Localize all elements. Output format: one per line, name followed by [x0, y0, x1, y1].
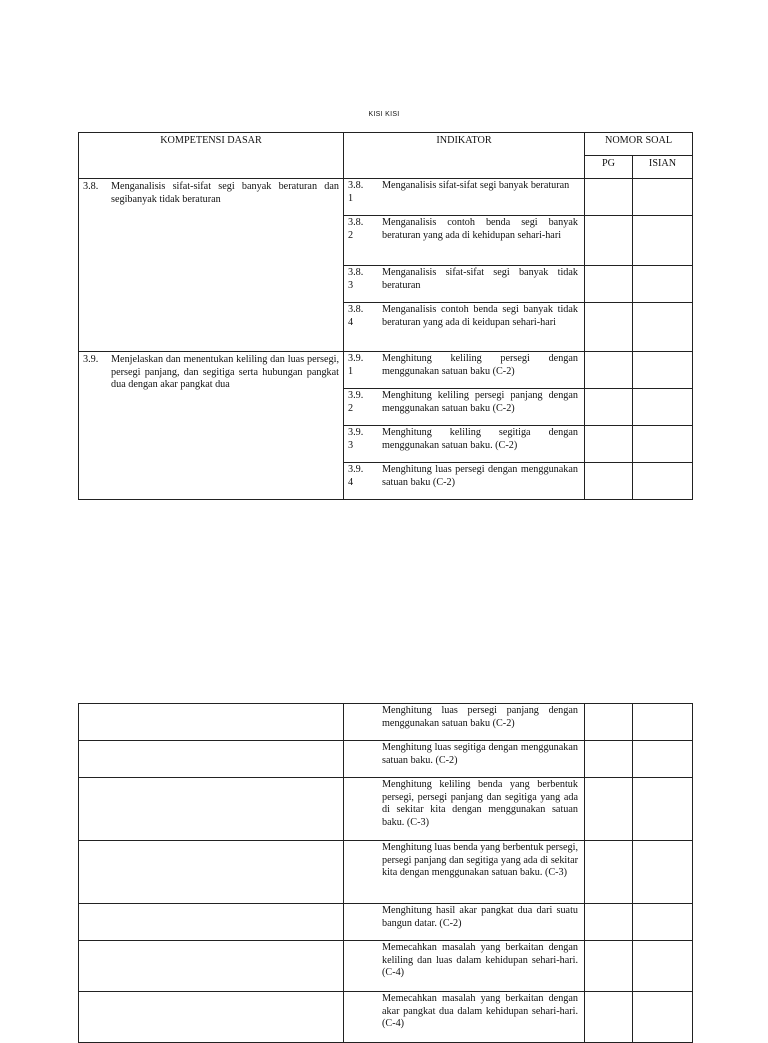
header-indikator: INDIKATOR	[344, 133, 585, 179]
indicator-number: 3.9. 4	[348, 464, 364, 488]
indicator-number: 3.8. 1	[348, 180, 364, 204]
pg-cell	[585, 179, 633, 216]
pg-cell	[585, 778, 633, 841]
indicator-number: 3.9. 1	[348, 353, 364, 377]
indicator-cell	[344, 389, 585, 426]
indicator-number: 3.8. 3	[348, 267, 364, 291]
kd-number: 3.8.	[83, 181, 99, 192]
table-row	[79, 941, 693, 992]
isian-cell	[633, 389, 693, 426]
pg-cell	[585, 216, 633, 266]
table-row	[79, 992, 693, 1043]
pg-cell	[585, 303, 633, 352]
indicator-number: 3.8. 2	[348, 217, 364, 241]
kd-number: 3.9.	[83, 354, 99, 365]
indicator-text: Memecahkan masalah yang berkaitan dengan akar pangkat dua dalam kehidupan sehari-hari. (C-4)	[382, 993, 578, 1029]
kd-text: Menganalisis sifat-sifat segi banyak beraturan dan segibanyak tidak beraturan	[111, 181, 339, 205]
table-row	[79, 841, 693, 904]
header-pg: PG	[585, 156, 633, 179]
isian-cell	[633, 941, 693, 992]
indicator-cell	[344, 352, 585, 389]
indicator-cell	[344, 992, 585, 1043]
kd-cell	[79, 941, 344, 992]
pg-cell	[585, 704, 633, 741]
isian-cell	[633, 992, 693, 1043]
indicator-cell	[344, 904, 585, 941]
header-nomor-soal: NOMOR SOAL	[585, 133, 693, 156]
indicator-number: 3.9. 3	[348, 427, 364, 451]
indicator-number: 3.9. 2	[348, 390, 364, 414]
pg-cell	[585, 426, 633, 463]
pg-cell	[585, 741, 633, 778]
indicator-cell	[344, 303, 585, 352]
indicator-cell	[344, 266, 585, 303]
indicator-number: 3.8. 4	[348, 304, 364, 328]
indicator-text: Memecahkan masalah yang berkaitan dengan keliling dan luas dalam kehidupan sehari-hari. (C-4)	[382, 942, 578, 978]
table-row	[79, 778, 693, 841]
isian-cell	[633, 352, 693, 389]
kd-cell	[79, 841, 344, 904]
kd-cell	[79, 352, 344, 500]
kd-text: Menjelaskan dan menentukan keliling dan luas persegi, persegi panjang, dan segitiga serta hubungan pangkat dua dengan akar pangkat dua	[111, 354, 339, 390]
indicator-cell	[344, 179, 585, 216]
indicator-text: Menghitung luas persegi panjang dengan menggunakan satuan baku (C-2)	[382, 705, 578, 729]
table-row	[79, 179, 693, 216]
pg-cell	[585, 352, 633, 389]
isian-cell	[633, 778, 693, 841]
indicator-cell	[344, 463, 585, 500]
pg-cell	[585, 841, 633, 904]
kd-cell	[79, 179, 344, 352]
indicator-text: Menghitung hasil akar pangkat dua dari suatu bangun datar. (C-2)	[382, 905, 578, 929]
kisi-kisi-table	[78, 132, 693, 500]
pg-cell	[585, 904, 633, 941]
kd-cell	[79, 704, 344, 741]
kd-cell	[79, 904, 344, 941]
indicator-text: Menghitung luas persegi dengan menggunakan satuan baku (C-2)	[382, 464, 578, 488]
isian-cell	[633, 179, 693, 216]
indicator-text: Menganalisis sifat-sifat segi banyak beraturan	[382, 180, 570, 191]
isian-cell	[633, 741, 693, 778]
indicator-cell	[344, 841, 585, 904]
indicator-text: Menganalisis sifat-sifat segi banyak tidak beraturan	[382, 267, 578, 291]
indicator-text: Menghitung keliling segitiga dengan menggunakan satuan baku. (C-2)	[382, 427, 578, 451]
table-row	[79, 741, 693, 778]
table-row	[79, 352, 693, 389]
pg-cell	[585, 992, 633, 1043]
indicator-text: Menghitung luas segitiga dengan menggunakan satuan baku. (C-2)	[382, 742, 578, 766]
pg-cell	[585, 266, 633, 303]
isian-cell	[633, 266, 693, 303]
isian-cell	[633, 303, 693, 352]
document-title: KISI KISI	[368, 111, 400, 118]
indicator-text: Menghitung keliling benda yang berbentuk persegi, persegi panjang dan segitiga yang ada di sekitar kita dengan menggunakan satuan baku. (C-3)	[382, 779, 578, 828]
indicator-text: Menghitung keliling persegi panjang dengan menggunakan satuan baku (C-2)	[382, 390, 578, 414]
kisi-kisi-table-continued	[78, 703, 693, 1043]
isian-cell	[633, 463, 693, 500]
indicator-text: Menganalisis contoh benda segi banyak tidak beraturan yang ada di keidupan sehari-hari	[382, 304, 578, 328]
table-row	[79, 904, 693, 941]
pg-cell	[585, 463, 633, 500]
indicator-cell	[344, 941, 585, 992]
isian-cell	[633, 216, 693, 266]
pg-cell	[585, 389, 633, 426]
header-isian: ISIAN	[633, 156, 693, 179]
table-row	[79, 704, 693, 741]
isian-cell	[633, 904, 693, 941]
isian-cell	[633, 841, 693, 904]
indicator-text: Menganalisis contoh benda segi banyak beraturan yang ada di kehidupan sehari-hari	[382, 217, 578, 241]
kd-cell	[79, 741, 344, 778]
isian-cell	[633, 426, 693, 463]
kd-cell	[79, 992, 344, 1043]
indicator-cell	[344, 704, 585, 741]
pg-cell	[585, 941, 633, 992]
indicator-cell	[344, 426, 585, 463]
indicator-text: Menghitung luas benda yang berbentuk persegi, persegi panjang dan segitiga yang ada di sekitar kita dengan menggunakan satuan baku. (C-3)	[382, 842, 578, 878]
indicator-cell	[344, 216, 585, 266]
kd-cell	[79, 778, 344, 841]
header-kompetensi-dasar: KOMPETENSI DASAR	[79, 133, 344, 179]
isian-cell	[633, 704, 693, 741]
indicator-text: Menghitung keliling persegi dengan menggunakan satuan baku (C-2)	[382, 353, 578, 377]
indicator-cell	[344, 778, 585, 841]
indicator-cell	[344, 741, 585, 778]
